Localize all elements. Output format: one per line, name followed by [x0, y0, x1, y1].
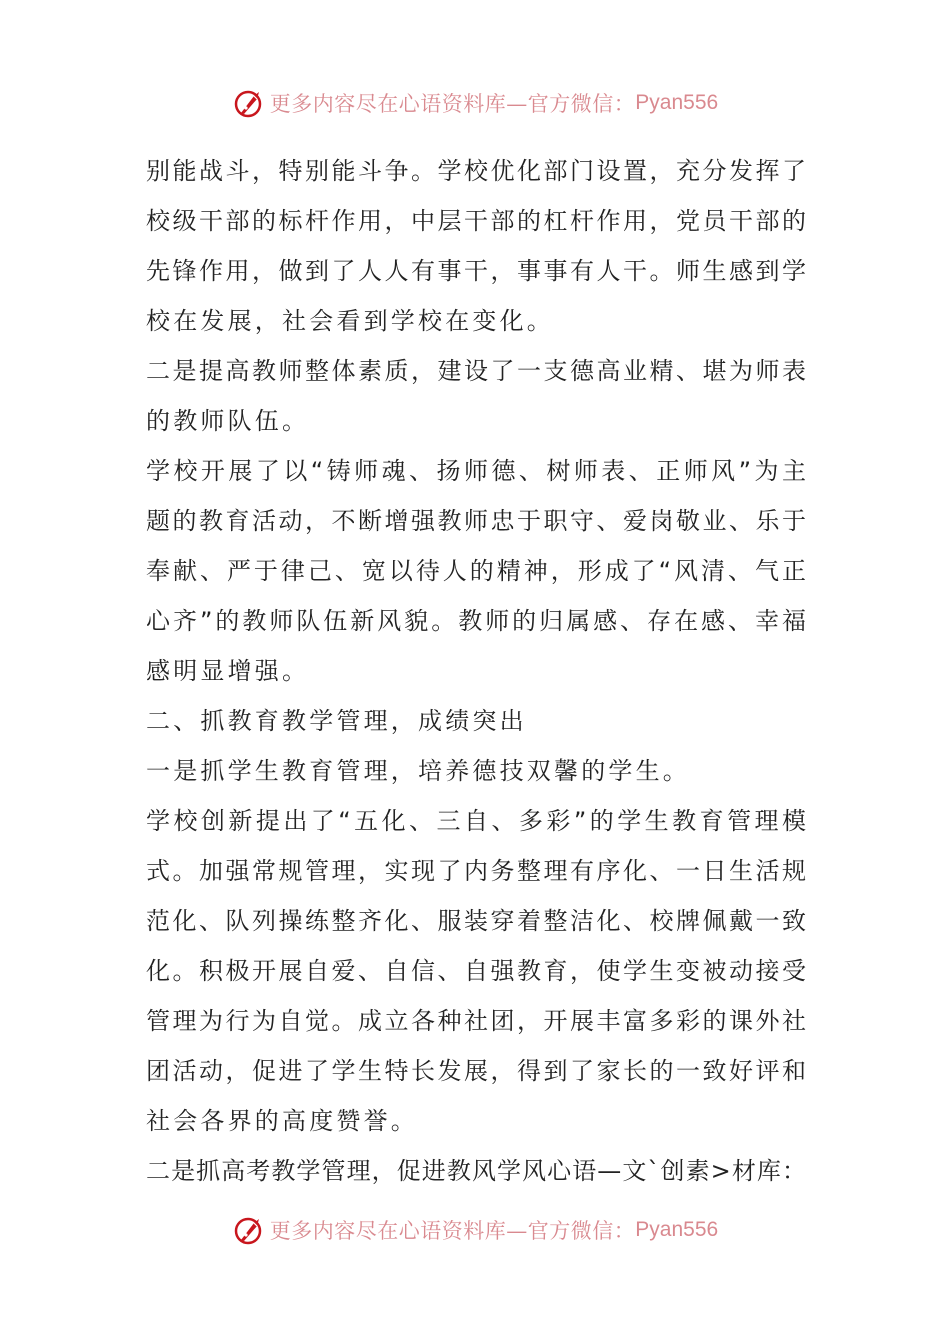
text-line: 的教师队伍。 [146, 407, 310, 435]
text-line: 奉献、严于律己、宽以待人的精神，形成了“风清、气正 [146, 557, 806, 585]
text-line: 题的教育活动，不断增强教师忠于职守、爱岗敬业、乐于 [146, 507, 806, 535]
text-line: 先锋作用，做到了人人有事干，事事有人干。师生感到学 [146, 257, 806, 285]
text-line: 校级干部的标杆作用，中层干部的杠杆作用，党员干部的 [146, 207, 806, 235]
header-watermark [0, 83, 950, 123]
text-line: 社会各界的高度赞誉。 [146, 1107, 418, 1135]
text-line: 心齐”的教师队伍新风貌。教师的归属感、存在感、幸福 [146, 607, 806, 635]
text-line: 学校创新提出了“五化、三自、多彩”的学生教育管理模 [146, 807, 806, 835]
text-line: 学校开展了以“铸师魂、扬师德、树师表、正师风”为主 [146, 457, 806, 485]
text-line: 团活动，促进了学生特长发展，得到了家长的一致好评和 [146, 1057, 806, 1085]
text-line: 式。加强常规管理，实现了内务整理有序化、一日生活规 [146, 857, 806, 885]
text-line: 别能战斗，特别能斗争。学校优化部门设置，充分发挥了 [146, 157, 806, 185]
watermark-handle: Pyan556 [635, 1218, 719, 1241]
pen-nib-circle-icon [232, 86, 266, 120]
text-line: 一是抓学生教育管理，培养德技双馨的学生。 [146, 757, 690, 785]
section-heading: 二、抓教育教学管理，成绩突出 [146, 707, 527, 735]
text-line: 二是抓高考教学管理，促进教风学风心语—文`创素>材库： [146, 1157, 806, 1185]
text-line: 校在发展，社会看到学校在变化。 [146, 307, 554, 335]
text-line: 二是提高教师整体素质，建设了一支德高业精、堪为师表 [146, 357, 806, 385]
text-line: 范化、队列操练整齐化、服装穿着整洁化、校牌佩戴一致 [146, 907, 806, 935]
pen-nib-circle-icon [232, 1213, 266, 1247]
watermark-text: 更多内容尽在心语资料库—官方微信： [269, 92, 636, 116]
text-line: 感明显增强。 [146, 657, 310, 685]
watermark-handle: Pyan556 [635, 91, 719, 114]
text-line: 化。积极开展自爱、自信、自强教育，使学生变被动接受 [146, 957, 806, 985]
text-line: 管理为行为自觉。成立各种社团，开展丰富多彩的课外社 [146, 1007, 806, 1035]
watermark-text: 更多内容尽在心语资料库—官方微信： [269, 1219, 636, 1243]
footer-watermark [0, 1210, 950, 1250]
document-body [146, 146, 806, 1196]
